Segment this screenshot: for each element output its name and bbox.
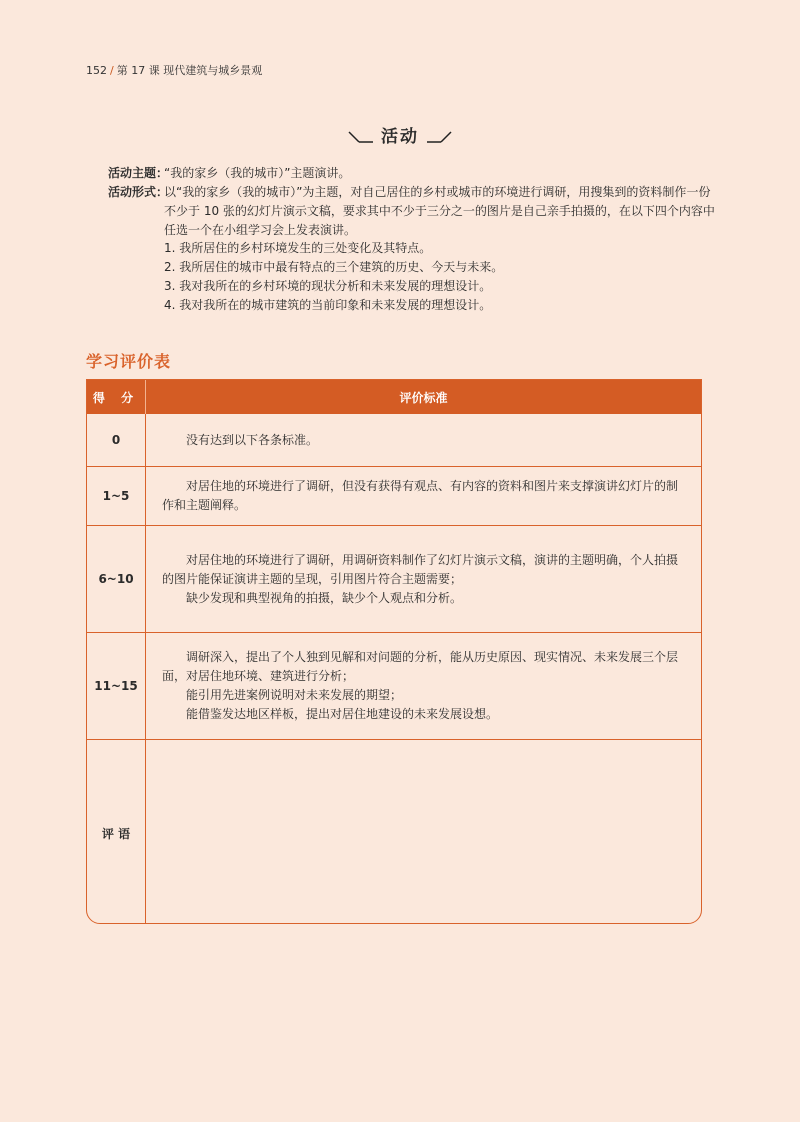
- theme-label: 活动主题：: [108, 166, 169, 180]
- activity-title: 活动: [381, 127, 419, 147]
- right-deco-icon: [427, 130, 453, 144]
- criteria-cell: [146, 740, 701, 924]
- evaluation-table: [86, 379, 702, 924]
- table-row: [87, 414, 701, 466]
- activity-item-list: [164, 239, 503, 315]
- criteria-cell: [146, 633, 701, 739]
- table-header: [87, 380, 701, 414]
- page-number: 152: [86, 64, 107, 77]
- table-row: [87, 739, 701, 924]
- table-row: [87, 525, 701, 632]
- slash-divider: /: [110, 64, 114, 77]
- activity-heading: [0, 122, 800, 147]
- list-item: 1. 我所居住的乡村环境发生的三处变化及其特点。: [164, 241, 432, 255]
- activity-theme: [108, 164, 720, 183]
- criteria-line: 调研深入，提出了个人独到见解和对问题的分析，能从历史原因、现实情况、未来发展三个层面，对居住地环境、建筑进行分析；: [162, 650, 679, 683]
- criteria-cell: [146, 414, 701, 466]
- left-deco-icon: [347, 130, 373, 144]
- col-criteria-header: 评价标准: [399, 390, 448, 405]
- table-row: [87, 632, 701, 739]
- score-cell: 0: [87, 414, 146, 466]
- theme-text: “我的家乡（我的城市）”主题演讲。: [164, 166, 351, 180]
- criteria-line: 没有达到以下各条标准。: [186, 432, 319, 447]
- list-item: 2. 我所居住的城市中最有特点的三个建筑的历史、今天与未来。: [164, 260, 504, 274]
- activity-form: [108, 183, 720, 240]
- score-cell: 1~5: [87, 467, 146, 525]
- list-item: 3. 我对我所在的乡村环境的现状分析和未来发展的理想设计。: [164, 279, 492, 293]
- form-text: 以“我的家乡（我的城市）”为主题，对自己居住的乡村或城市的环境进行调研，用搜集到的资料制作一份不少于 10 张的幻灯片演示文稿，要求其中不少于三分之一的图片是自己亲手拍摄的，在以下四个内容中任选一个在小组学习会上发表演讲。: [164, 185, 715, 237]
- criteria-line: 能借鉴发达地区样板，提出对居住地建设的未来发展设想。: [186, 707, 499, 721]
- criteria-cell: [146, 467, 701, 525]
- form-label: 活动形式：: [108, 185, 169, 199]
- lesson-title: 第 17 课 现代建筑与城乡景观: [116, 64, 263, 77]
- score-cell: 11~15: [87, 633, 146, 739]
- page-header: [86, 62, 262, 78]
- score-cell: 6~10: [87, 526, 146, 632]
- evaluation-title: 学习评价表: [86, 352, 172, 371]
- criteria-cell: [146, 526, 701, 632]
- criteria-line: 缺少发现和典型视角的拍摄，缺少个人观点和分析。: [186, 590, 463, 605]
- criteria-line: 对居住地的环境进行了调研，但没有获得有观点、有内容的资料和图片来支撑演讲幻灯片的制作和主题阐释。: [162, 479, 679, 512]
- score-cell: 评 语: [87, 740, 146, 924]
- table-body: [87, 414, 701, 924]
- col-score-header: 得 分: [87, 380, 146, 414]
- list-item: 4. 我对我所在的城市建筑的当前印象和未来发展的理想设计。: [164, 298, 492, 312]
- table-row: [87, 466, 701, 525]
- criteria-line: 对居住地的环境进行了调研，用调研资料制作了幻灯片演示文稿，演讲的主题明确，个人拍摄的图片能保证演讲主题的呈现，引用图片符合主题需要；: [162, 552, 679, 586]
- criteria-line: 能引用先进案例说明对未来发展的期望；: [186, 688, 403, 702]
